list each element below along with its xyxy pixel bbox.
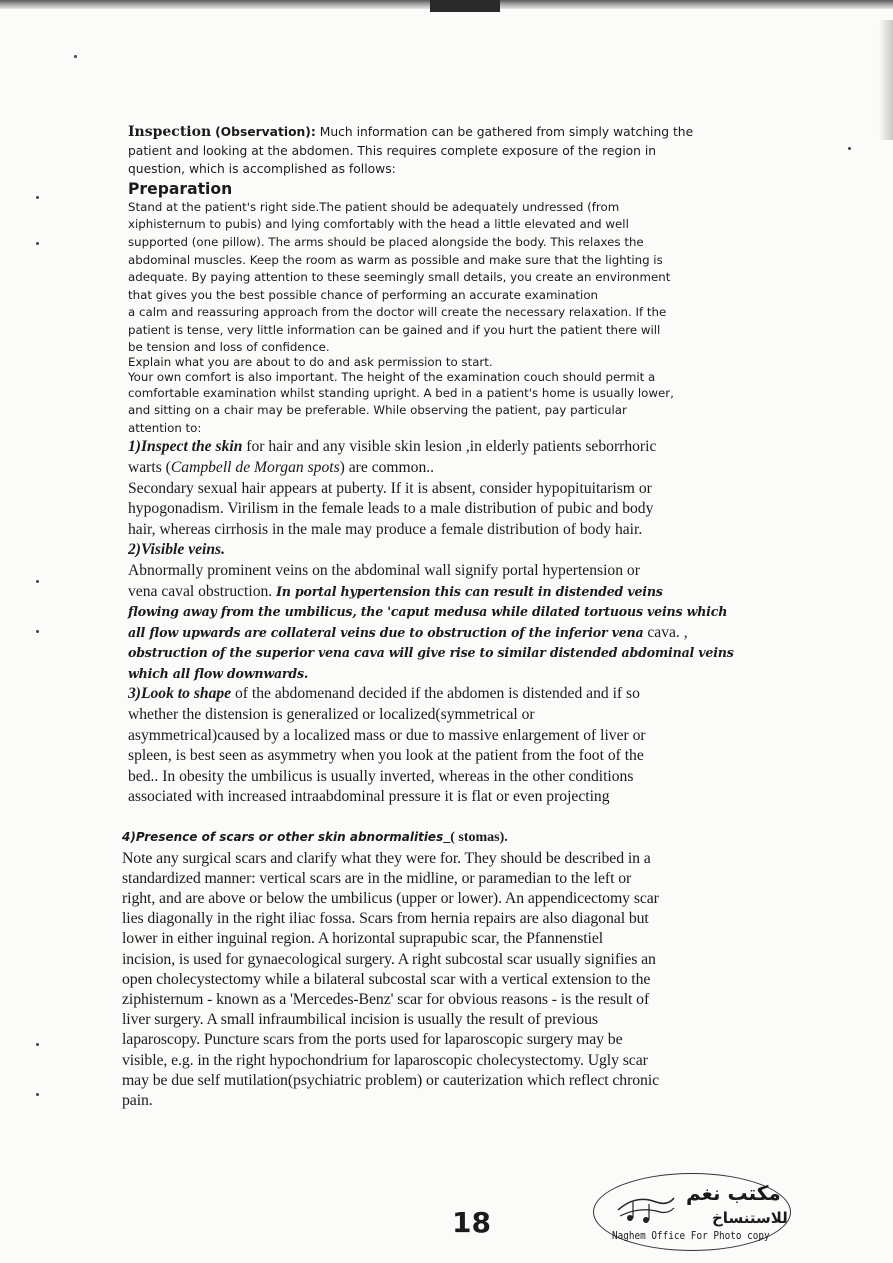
preparation-line: be tension and loss of confidence. (128, 339, 330, 354)
scan-speck (36, 196, 39, 199)
scars-line: pain. (122, 1092, 153, 1110)
stamp-english-text: Naghem Office For Photo copy (612, 1229, 770, 1242)
preparation-line: supported (one pillow). The arms should be placed alongside the body. This relaxes the (128, 235, 644, 249)
preparation-line: that gives you the best possible chance of performing an accurate examination (128, 287, 599, 302)
preparation-heading: Preparation (128, 179, 233, 198)
preparation-line: a calm and reassuring approach from the doctor will create the necessary relaxation. If the (128, 305, 667, 320)
preparation-line: Stand at the patient's right side.The patient should be adequately undressed (from (128, 199, 620, 214)
skin-line: hypogonadism. Virilism in the female leads to a male distribution of pubic and body (128, 500, 654, 518)
preparation-line: abdominal muscles. Keep the room as warm as possible and make sure that the lighting is (128, 252, 663, 267)
scan-binding-mark (430, 0, 500, 12)
veins-section (122, 540, 747, 684)
scars-line: may be due self mutilation(psychiatric problem) or cauterization which reflect chronic (122, 1071, 660, 1089)
scan-speck (74, 55, 77, 58)
shape-line: asymmetrical)caused by a localized mass or due to massive enlargement of liver or (128, 726, 646, 744)
scan-speck (848, 147, 851, 150)
scars-line: laparoscopy. Puncture scars from the ports used for laparoscopic surgery may be (122, 1031, 623, 1049)
scan-speck (36, 1043, 39, 1046)
veins-line (128, 582, 747, 603)
veins-script-line: which all flow downwards. (128, 665, 309, 681)
scan-speck (36, 1093, 39, 1096)
preparation-line: patient is tense, very little information can be gained and if you hurt the patient there will (128, 322, 661, 337)
scan-speck (36, 242, 39, 245)
scan-speck (36, 580, 39, 583)
scan-speck (36, 630, 39, 633)
scan-right-edge (879, 20, 893, 140)
veins-line: Abnormally prominent veins on the abdominal wall signify portal hypertension or (128, 561, 640, 579)
scars-line: Note any surgical scars and clarify what they were for. They should be described in a (122, 849, 651, 867)
shape-line: bed.. In obesity the umbilicus is usually inverted, whereas in the other conditions (128, 767, 634, 785)
inspection-line: question, which is accomplished as follows: (128, 162, 396, 177)
shape-line: associated with increased intraabdominal pressure it is flat or even projecting (128, 788, 610, 806)
stamp-arabic-name: مكتب نغم (686, 1181, 781, 1205)
skin-text: ) are common.. (339, 458, 435, 476)
scars-line: right, and are above or below the umbilicus (upper or lower). An appendicectomy scar (122, 890, 659, 908)
veins-script-line: flowing away from the umbilicus, the 'caput medusa while dilated tortuous veins which (128, 604, 728, 620)
stamp-arabic-service: للاستنساخ (712, 1209, 788, 1227)
scars-heading-line (122, 828, 747, 849)
campbell-de-morgan-term: Campbell de Morgan spots (170, 458, 340, 476)
preparation-line: Explain what you are about to do and ask permission to start. (128, 354, 493, 369)
preparation-line: xiphisternum to pubis) and lying comfortably with the head a little elevated and well (128, 217, 629, 232)
shape-section (122, 684, 747, 808)
scars-line: liver surgery. A small infraumbilical incision is usually the result of previous (122, 1011, 598, 1029)
scars-heading-tail: _( stomas). (443, 830, 508, 846)
veins-script-text: In portal hypertension this can result in distended veins (276, 583, 663, 599)
scars-line: standardized manner: vertical scars are in the midline, or paramedian to the left or (122, 869, 632, 887)
inspection-heading: Inspection (128, 124, 212, 140)
preparation-line: Your own comfort is also important. The height of the examination couch should permit a (128, 369, 656, 384)
scars-line: lower in either inguinal region. A horizontal suprapubic scar, the Pfannenstiel (122, 930, 604, 948)
shape-heading: 3)Look to shape (128, 685, 232, 703)
document-body (122, 122, 747, 1111)
veins-text: cava. , (643, 623, 688, 641)
skin-line: hair, whereas cirrhosis in the male may produce a female distribution of body hair. (128, 520, 643, 538)
skin-text: warts ( (128, 458, 171, 476)
inspection-heading-paren: (Observation): (215, 125, 316, 139)
shape-line (128, 684, 747, 705)
scars-line: incision, is used for gynaecological surgery. A right subcostal scar usually signifies an (122, 950, 656, 968)
veins-heading-text: 2)Visible veins. (128, 541, 226, 559)
skin-text: for hair and any visible skin lesion ,in elderly patients seborrhoric (242, 438, 657, 456)
preparation-line: attention to: (128, 420, 202, 435)
veins-line (128, 623, 747, 644)
veins-text: vena caval obstruction. (128, 582, 277, 600)
preparation-section (122, 179, 747, 438)
scars-line: lies diagonally in the right iliac fossa. Scars from hernia repairs are also diagonal but (122, 910, 649, 928)
inspection-line: patient and looking at the abdomen. This requires complete exposure of the region in (128, 144, 657, 158)
photocopy-office-stamp (593, 1173, 791, 1251)
preparation-line: adequate. By paying attention to these seemingly small details, you create an environment (128, 270, 671, 285)
veins-script-text: all flow upwards are collateral veins due to obstruction of the inferior vena (128, 624, 644, 640)
skin-heading: 1)Inspect the skin (128, 438, 243, 456)
scars-heading: 4)Presence of scars or other skin abnormalities (122, 830, 444, 845)
preparation-line: and sitting on a chair may be preferable. While observing the patient, pay particular (128, 403, 627, 418)
skin-line: Secondary sexual hair appears at puberty. If it is absent, consider hypopituitarism or (128, 479, 652, 497)
stamp-music-logo-icon (616, 1188, 676, 1228)
shape-line: spleen, is best seen as asymmetry when you look at the patient from the foot of the (128, 747, 644, 765)
shape-line: whether the distension is generalized or localized(symmetrical or (128, 706, 535, 724)
scars-section (122, 828, 747, 1111)
skin-section (122, 437, 747, 540)
page-number: 18 (452, 1206, 491, 1239)
preparation-text (122, 199, 747, 438)
inspection-section (122, 122, 747, 179)
preparation-line: comfortable examination whilst standing upright. A bed in a patient's home is usually lower, (128, 385, 674, 400)
scars-line: open cholecystectomy while a bilateral subcostal scar with a vertical extension to the (122, 970, 651, 988)
scars-text (122, 849, 747, 1112)
skin-line (128, 437, 747, 458)
skin-line (128, 458, 747, 479)
scars-line: visible, e.g. in the right hypochondrium for laparoscopic cholecystectomy. Ugly scar (122, 1051, 648, 1069)
veins-heading (128, 540, 747, 561)
shape-text: of the abdomenand decided if the abdomen is distended and if so (231, 685, 640, 703)
inspection-line (128, 122, 747, 142)
veins-script-line: obstruction of the superior vena cava will give rise to similar distended abdominal veins (128, 645, 734, 661)
scars-line: ziphisternum - known as a 'Mercedes-Benz' scar for obvious reasons - is the result of (122, 991, 650, 1009)
inspection-text: Much information can be gathered from simply watching the (315, 125, 694, 139)
